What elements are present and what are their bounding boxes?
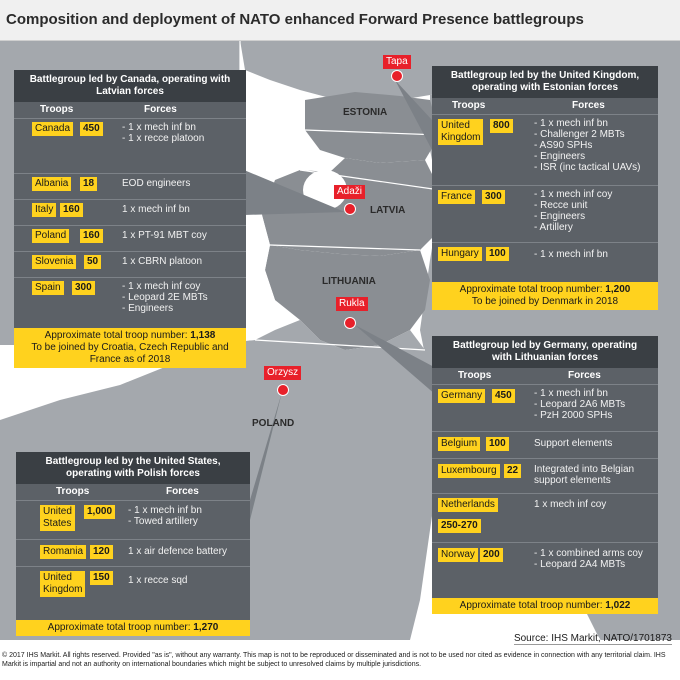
city-marker-rukla	[344, 317, 356, 329]
total-line	[436, 284, 654, 296]
country-label-lithuania: LITHUANIA	[322, 276, 376, 287]
troop-count: 300	[72, 281, 95, 295]
troop-forces: 1 x air defence battery	[128, 546, 227, 557]
panel-canada	[14, 70, 246, 368]
troop-forces: - 1 x combined arms coy - Leopard 2A4 MBTs	[534, 548, 643, 570]
table-row	[432, 242, 658, 271]
city-label-rukla: Rukla	[336, 297, 368, 311]
troop-forces: - 1 x mech inf coy - Recce unit - Engineers - Artillery	[534, 189, 613, 233]
panel-germany-heading-line2: with Lithuanian forces	[491, 352, 599, 363]
panel-uk-heading	[432, 66, 658, 98]
troop-count: 120	[90, 545, 113, 559]
panel-germany	[432, 336, 658, 614]
city-marker-adazi	[344, 203, 356, 215]
troop-count: 100	[486, 247, 509, 261]
troop-forces: - 1 x mech inf bn - Towed artillery	[128, 505, 202, 527]
troop-count: 100	[486, 437, 509, 451]
troop-country: Spain	[32, 281, 64, 295]
troop-country: Hungary	[438, 247, 482, 261]
total-label: Approximate total troop number:	[47, 622, 191, 633]
table-row	[14, 199, 246, 225]
table-row	[432, 542, 658, 577]
troop-forces: - 1 x mech inf bn - 1 x recce platoon	[122, 122, 205, 144]
table-row	[14, 173, 246, 199]
col-forces: Forces	[572, 100, 605, 111]
table-row	[432, 384, 658, 431]
panel-germany-heading-line1: Battlegroup led by Germany, operating	[452, 340, 638, 351]
table-row	[16, 566, 250, 605]
troop-country: Poland	[32, 229, 69, 243]
panel-canada-heading-line2: Latvian forces	[96, 86, 164, 97]
panel-germany-heading	[432, 336, 658, 368]
total-note-line2: France as of 2018	[89, 354, 171, 365]
troop-forces: 1 x PT-91 MBT coy	[122, 230, 207, 241]
troop-forces: 1 x mech inf bn	[122, 204, 190, 215]
panel-us-columns	[16, 484, 250, 500]
troop-forces: 1 x mech inf coy	[534, 499, 607, 510]
troop-country: Norway	[438, 548, 478, 562]
table-row	[14, 118, 246, 173]
troop-count: 250-270	[438, 519, 481, 533]
troop-forces: - 1 x mech inf coy - Leopard 2E MBTs - Engineers	[122, 281, 208, 314]
panel-uk	[432, 66, 658, 310]
col-troops: Troops	[458, 370, 492, 381]
total-line	[18, 330, 242, 342]
troop-country: Germany	[438, 389, 485, 403]
total-line	[436, 600, 654, 612]
col-forces: Forces	[568, 370, 601, 381]
panel-uk-heading-line2: operating with Estonian forces	[471, 82, 619, 93]
total-note-line1: To be joined by Denmark in 2018	[471, 296, 619, 307]
troop-forces: - 1 x mech inf bn - Leopard 2A6 MBTs - PzH 2000 SPHs	[534, 388, 626, 421]
panel-us	[16, 452, 250, 636]
panel-canada-heading	[14, 70, 246, 102]
country-label-poland: POLAND	[252, 418, 295, 429]
col-troops: Troops	[56, 486, 90, 497]
city-label-tapa: Tapa	[383, 55, 411, 69]
troop-country: Canada	[32, 122, 73, 136]
total-box-canada	[14, 328, 246, 368]
troop-forces: Integrated into Belgian support elements	[534, 464, 635, 486]
total-value: 1,022	[605, 600, 631, 611]
panel-uk-heading-line1: Battlegroup led by the United Kingdom,	[450, 70, 640, 81]
total-note-line1: To be joined by Croatia, Czech Republic and	[31, 342, 229, 353]
total-box-germany	[432, 598, 658, 614]
table-row	[432, 185, 658, 242]
table-row	[14, 251, 246, 277]
total-label: Approximate total troop number:	[44, 330, 188, 341]
troop-country: United States	[40, 505, 75, 531]
table-row	[14, 277, 246, 316]
troop-count: 160	[80, 229, 103, 243]
troop-country: Belgium	[438, 437, 480, 451]
troop-count: 450	[492, 389, 515, 403]
table-row	[432, 493, 658, 542]
col-forces: Forces	[166, 486, 199, 497]
total-label: Approximate total troop number:	[459, 600, 603, 611]
troop-forces: Support elements	[534, 438, 613, 449]
troop-country: Albania	[32, 177, 71, 191]
troop-country: United Kingdom	[40, 571, 85, 597]
troop-count: 22	[504, 464, 521, 478]
troop-forces: 1 x recce sqd	[128, 575, 188, 586]
city-label-adazi: Adaži	[334, 185, 365, 199]
table-row	[432, 114, 658, 185]
country-label-latvia: LATVIA	[370, 205, 406, 216]
troop-country: United Kingdom	[438, 119, 483, 145]
col-troops: Troops	[452, 100, 486, 111]
total-value: 1,200	[605, 284, 631, 295]
panel-canada-columns	[14, 102, 246, 118]
total-label: Approximate total troop number:	[459, 284, 603, 295]
troop-forces: - 1 x mech inf bn - Challenger 2 MBTs - AS90 SPHs - Engineers - ISR (inc tactical UAVs)	[534, 118, 641, 173]
troop-count: 200	[480, 548, 503, 562]
country-label-estonia: ESTONIA	[343, 107, 388, 118]
panel-us-heading-line1: Battlegroup led by the United States,	[45, 456, 221, 467]
city-marker-orzysz	[277, 384, 289, 396]
troop-country: Italy	[32, 203, 56, 217]
troop-count: 18	[80, 177, 97, 191]
table-row	[14, 225, 246, 251]
troop-country: Romania	[40, 545, 86, 559]
table-row	[16, 500, 250, 539]
copyright-footer: © 2017 IHS Markit. All rights reserved. Provided "as is", without any warranty. This map is not to be reproduced or disseminated and is not to be used nor cited as evidence in connection with any territorial claim. IHS Markit is impartial and not an authority on international boundaries which might be subject to unresolved claims by multiple jurisdictions.	[2, 652, 666, 668]
troop-forces: - 1 x mech inf bn	[534, 249, 608, 260]
title-bar	[0, 0, 680, 41]
col-forces: Forces	[144, 104, 177, 115]
total-line	[20, 622, 246, 634]
table-row	[432, 458, 658, 493]
total-box-uk	[432, 282, 658, 310]
troop-count: 160	[60, 203, 83, 217]
troop-count: 800	[490, 119, 513, 133]
panel-us-heading	[16, 452, 250, 484]
panel-uk-columns	[432, 98, 658, 114]
troop-country: Slovenia	[32, 255, 76, 269]
col-troops: Troops	[40, 104, 74, 115]
total-value: 1,270	[193, 622, 219, 633]
total-value: 1,138	[190, 330, 216, 341]
troop-count: 300	[482, 190, 505, 204]
source-credit: Source: IHS Markit, NATO/1701873	[513, 633, 672, 644]
troop-count: 1,000	[84, 505, 115, 519]
city-label-orzysz: Orzysz	[264, 366, 301, 380]
table-row	[16, 539, 250, 566]
page-title: Composition and deployment of NATO enhanced Forward Presence battlegroups	[6, 11, 584, 28]
panel-canada-heading-line1: Battlegroup led by Canada, operating with	[29, 74, 231, 85]
troop-count: 450	[80, 122, 103, 136]
table-row	[432, 431, 658, 458]
troop-forces: EOD engineers	[122, 178, 191, 189]
troop-country: France	[438, 190, 475, 204]
troop-country: Netherlands	[438, 498, 498, 512]
troop-country: Luxembourg	[438, 464, 500, 478]
troop-count: 50	[84, 255, 101, 269]
troop-count: 150	[90, 571, 113, 585]
total-box-us	[16, 620, 250, 636]
troop-forces: 1 x CBRN platoon	[122, 256, 203, 267]
panel-us-heading-line2: operating with Polish forces	[66, 468, 200, 479]
city-marker-tapa	[391, 70, 403, 82]
panel-germany-columns	[432, 368, 658, 384]
